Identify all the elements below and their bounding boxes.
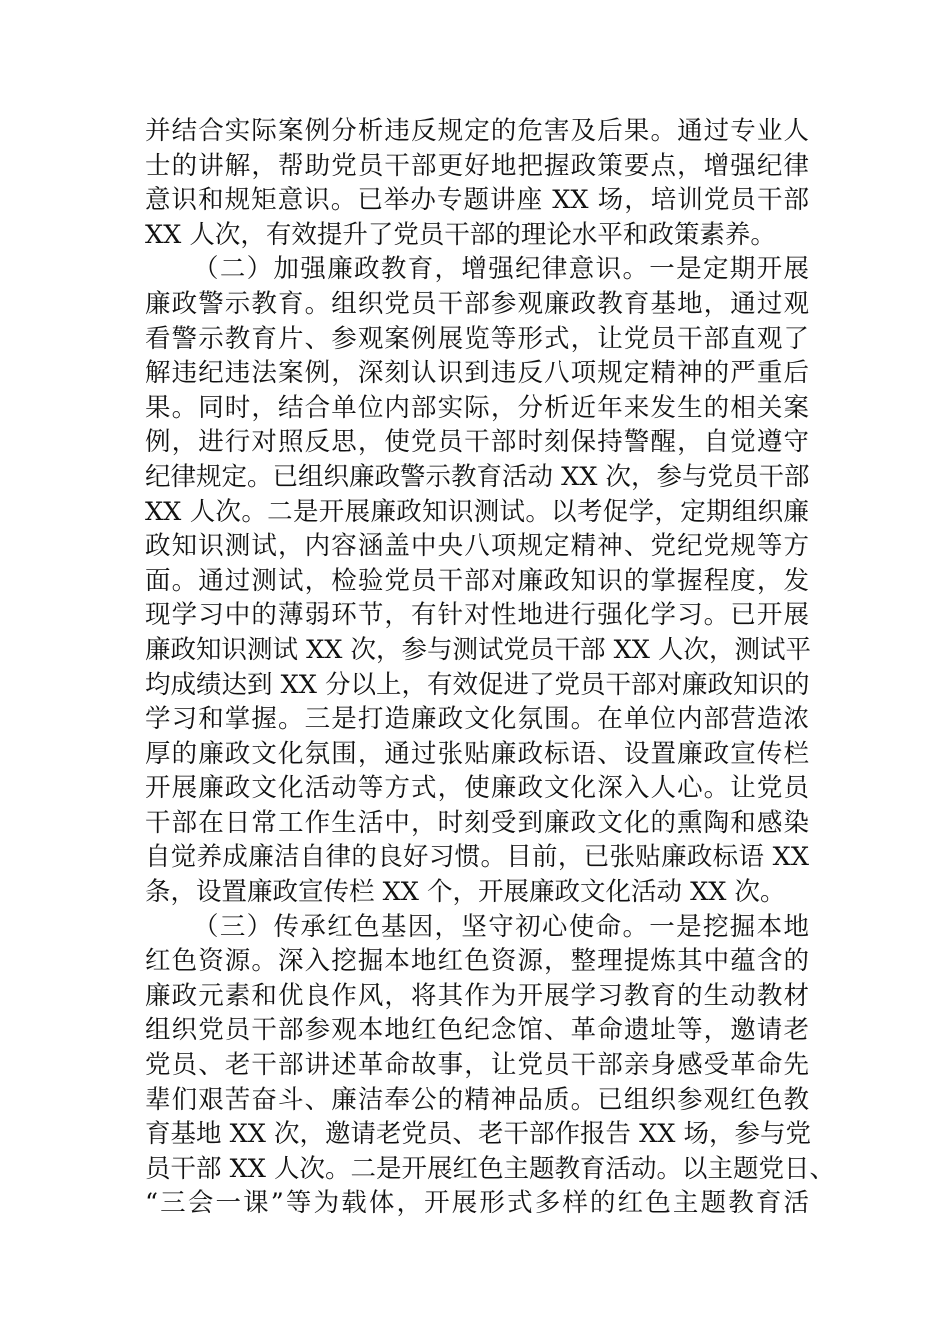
text-line: 廉政元素和优良作风，将其作为开展学习教育的生动教材: [145, 980, 809, 1011]
text-line: 员干部 XX 人次。二是开展红色主题教育活动。以主题党日、: [145, 1153, 836, 1184]
section-heading-line: （三）传承红色基因，坚守初心使命。一是挖掘本地: [193, 911, 809, 942]
text-line: 果。同时，结合单位内部实际，分析近年来发生的相关案: [145, 392, 809, 423]
text-line: 辈们艰苦奋斗、廉洁奉公的精神品质。已组织参观红色教: [145, 1084, 809, 1115]
text-line: 看警示教育片、参观案例展览等形式，让党员干部直观了: [145, 323, 809, 354]
text-line: 自觉养成廉洁自律的良好习惯。目前，已张贴廉政标语 XX: [145, 842, 809, 873]
text-line: 士的讲解，帮助党员干部更好地把握政策要点，增强纪律: [145, 150, 809, 181]
text-line: “三会一课”等为载体，开展形式多样的红色主题教育活: [145, 1188, 809, 1219]
text-line: 廉政警示教育。组织党员干部参观廉政教育基地，通过观: [145, 288, 809, 319]
text-line: 党员、老干部讲述革命故事，让党员干部亲身感受革命先: [145, 1050, 809, 1081]
text-line: 红色资源。深入挖掘本地红色资源，整理提炼其中蕴含的: [145, 946, 809, 977]
text-line: 纪律规定。已组织廉政警示教育活动 XX 次，参与党员干部: [145, 461, 810, 492]
text-line: 育基地 XX 次，邀请老党员、老干部作报告 XX 场，参与党: [145, 1119, 812, 1150]
text-line: 条，设置廉政宣传栏 XX 个，开展廉政文化活动 XX 次。: [145, 877, 786, 908]
text-line: 均成绩达到 XX 分以上，有效促进了党员干部对廉政知识的: [145, 669, 810, 700]
text-line: 解违纪违法案例，深刻认识到违反八项规定精神的严重后: [145, 358, 809, 389]
text-line: 开展廉政文化活动等方式，使廉政文化深入人心。让党员: [145, 773, 809, 804]
text-line: 学习和掌握。三是打造廉政文化氛围。在单位内部营造浓: [145, 704, 809, 735]
text-line: 面。通过测试，检验党员干部对廉政知识的掌握程度，发: [145, 565, 809, 596]
text-line: 意识和规矩意识。已举办专题讲座 XX 场，培训党员干部: [145, 185, 809, 216]
text-line: 并结合实际案例分析违反规定的危害及后果。通过专业人: [145, 116, 809, 146]
text-line: 厚的廉政文化氛围，通过张贴廉政标语、设置廉政宣传栏: [145, 738, 809, 769]
text-line: 廉政知识测试 XX 次，参与测试党员干部 XX 人次，测试平: [145, 634, 812, 665]
text-line: 组织党员干部参观本地红色纪念馆、革命遗址等，邀请老: [145, 1015, 809, 1046]
text-line: 例，进行对照反思，使党员干部时刻保持警醒，自觉遵守: [145, 427, 809, 458]
text-line: XX 人次。二是开展廉政知识测试。以考促学，定期组织廉: [145, 496, 809, 527]
document-page: [145, 114, 836, 1221]
text-line: 现学习中的薄弱环节，有针对性地进行强化学习。已开展: [145, 600, 809, 631]
text-line: 政知识测试，内容涵盖中央八项规定精神、党纪党规等方: [145, 531, 809, 562]
text-line: 干部在日常工作生活中，时刻受到廉政文化的熏陶和感染: [145, 807, 809, 838]
section-heading-line: （二）加强廉政教育，增强纪律意识。一是定期开展: [193, 254, 809, 285]
text-line: XX 人次，有效提升了党员干部的理论水平和政策素养。: [145, 219, 776, 250]
